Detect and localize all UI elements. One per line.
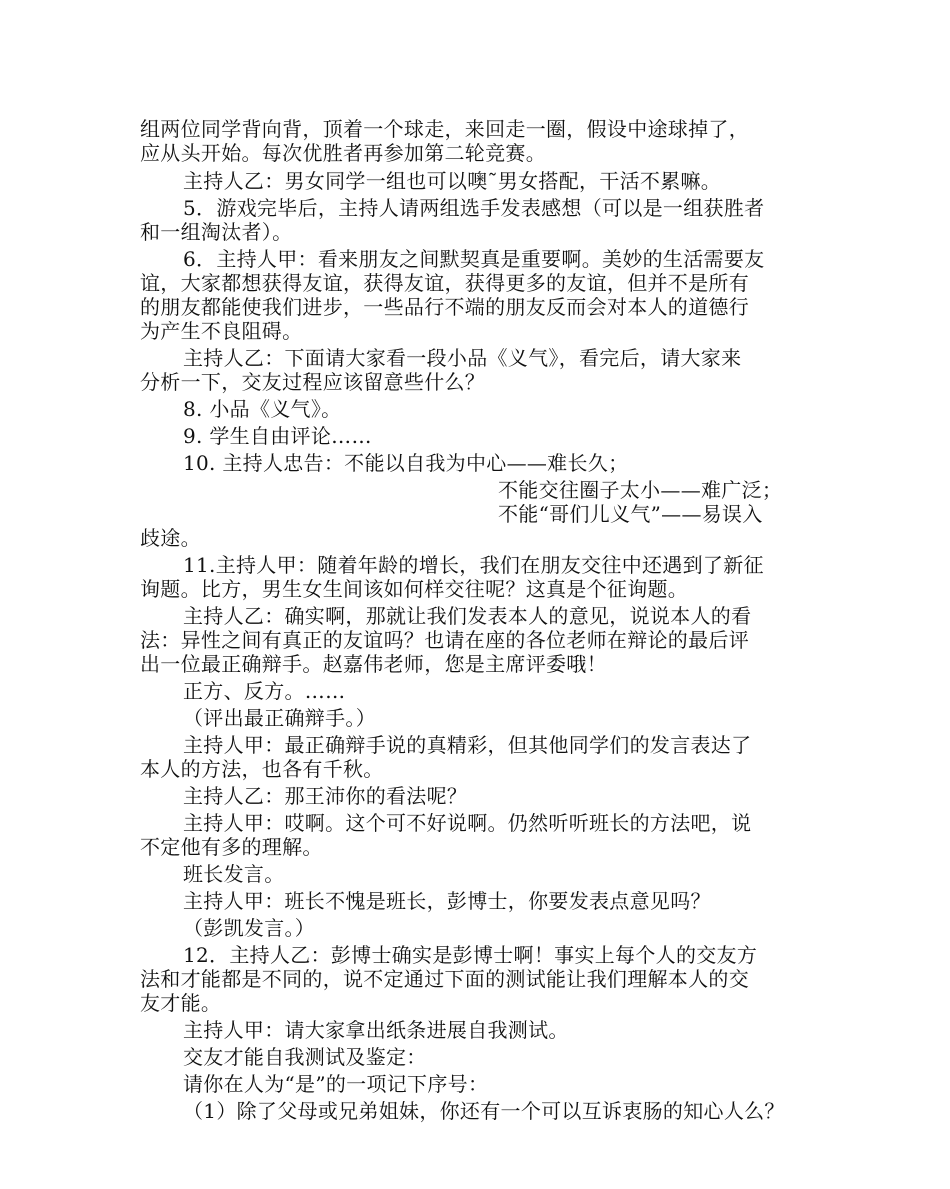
text-line: 班长发言。 xyxy=(183,862,285,886)
text-line: 本人的方法，也各有千秋。 xyxy=(140,757,384,781)
text-line: 分析一下，交友过程应该留意些什么？ xyxy=(140,370,486,394)
text-line: 和一组淘汰者）。 xyxy=(140,220,293,244)
text-line: 歧途。 xyxy=(140,526,201,550)
text-line: 询题。比方，男生女生间该如何样交往呢？这真是个征询题。 xyxy=(140,577,689,601)
text-line: 请你在人为“是”的一项记下序号： xyxy=(183,1072,489,1096)
text-line: 组两位同学背向背，顶着一个球走，来回走一圈，假设中途球掉了， xyxy=(140,117,749,141)
text-line: 11.主持人甲：随着年龄的增长，我们在朋友交往中还遇到了新征 xyxy=(183,553,764,577)
text-line: 5．游戏完毕后，主持人请两组选手发表感想（可以是一组获胜者 xyxy=(183,196,765,220)
text-line: 法：异性之间有真正的友谊吗？也请在座的各位老师在辩论的最后评 xyxy=(140,628,749,652)
text-line: 主持人甲：请大家拿出纸条进展自我测试。 xyxy=(183,1018,569,1042)
text-line: 10. 主持人忠告：不能以自我为中心——难长久； xyxy=(183,451,629,475)
text-line: 12．主持人乙：彭博士确实是彭博士啊！事实上每个人的交友方 xyxy=(183,943,758,967)
text-line: 不能“哥们儿义气”——易误入 xyxy=(498,502,763,526)
text-line: 为产生不良阻碍。 xyxy=(140,319,303,343)
text-line: 主持人乙：男女同学一组也可以噢˜男女搭配，干活不累嘛。 xyxy=(183,169,722,193)
text-line: 主持人乙：确实啊，那就让我们发表本人的意见，说说本人的看 xyxy=(183,604,752,628)
text-line: 主持人甲：最正确辩手说的真精彩，但其他同学们的发言表达了 xyxy=(183,733,752,757)
text-line: 的朋友都能使我们进步，一些品行不端的朋友反而会对本人的道德行 xyxy=(140,295,749,319)
text-line: （评出最正确辩手。） xyxy=(183,706,376,730)
text-line: 不定他有多的理解。 xyxy=(140,835,323,859)
text-line: 出一位最正确辩手。赵嘉伟老师，您是主席评委哦！ xyxy=(140,652,607,676)
text-line: 法和才能都是不同的，说不定通过下面的测试能让我们理解本人的交 xyxy=(140,967,749,991)
text-line: （彭凯发言。） xyxy=(183,916,316,940)
text-line: 主持人甲：班长不愧是班长，彭博士，你要发表点意见吗？ xyxy=(183,889,711,913)
text-line: （1）除了父母或兄弟姐妹，你还有一个可以互诉衷肠的知心人么？ xyxy=(183,1099,785,1123)
text-line: 6．主持人甲：看来朋友之间默契真是重要啊。美妙的生活需要友 xyxy=(183,247,765,271)
text-line: 交友才能自我测试及鉴定： xyxy=(183,1045,427,1069)
text-line: 友才能。 xyxy=(140,991,222,1015)
text-line: 9. 学生自由评论…… xyxy=(183,424,372,448)
text-line: 主持人乙：那王沛你的看法呢？ xyxy=(183,784,468,808)
text-line: 主持人甲：哎啊。这个可不好说啊。仍然听听班长的方法吧，说 xyxy=(183,811,752,835)
text-line: 8. 小品《义气》。 xyxy=(183,397,342,421)
text-line: 主持人乙：下面请大家看一段小品《义气》，看完后，请大家来 xyxy=(183,346,742,370)
text-line: 正方、反方。…… xyxy=(183,679,346,703)
text-line: 谊，大家都想获得友谊，获得友谊，获得更多的友谊，但并不是所有 xyxy=(140,271,749,295)
text-line: 应从头开始。每次优胜者再参加第二轮竞赛。 xyxy=(140,141,546,165)
text-line: 不能交往圈子太小——难广泛； xyxy=(498,478,783,502)
